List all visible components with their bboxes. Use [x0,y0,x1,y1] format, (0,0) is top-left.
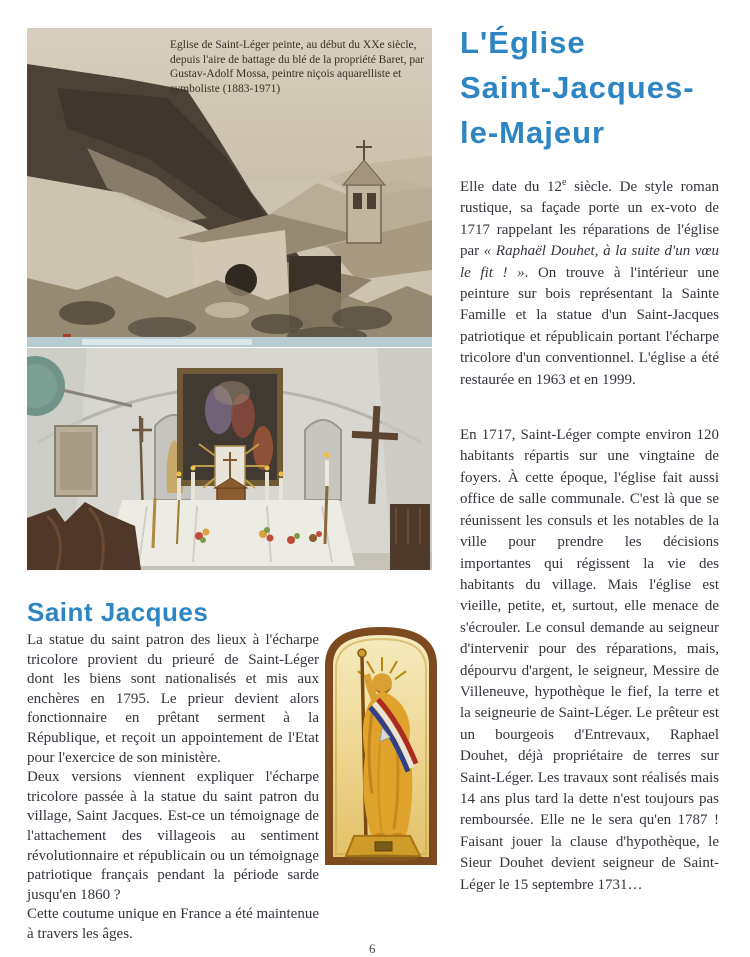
page-title [460,20,719,155]
right-column [460,20,719,896]
paragraph: Deux versions viennent expliquer l'écharpe tricolore passée à la statue du saint patron du village, Saint Jacques. Est-ce un témoignage de l'attachement des villageois au sentiment révolutionnaire et républicain ou un témoignage patriotique français pendant la période sarde jusqu'en 1860 ? [27,769,319,903]
paragraph: Elle date du 12e siècle. De style roman rustique, sa façade porte un ex-voto de 1717 rappelant les réparations de l'église par « Raphaël Douhet, à la suite d'un vœu le fit ! ». On trouve à l'intérieur une peinture sur bois représentant la Sainte Famille et la statue d'un Saint-Jacques patriotique et républicain portant l'écharpe tricolore d'un conventionnel. L'église a été restaurée en 1963 et en 1999. [460,177,720,388]
paragraph: Cette coutume unique en France a été maintenue à travers les âges. [27,906,319,942]
altar-photo-image [27,348,432,570]
title-line: Saint-Jacques- [460,70,695,105]
page-number: 6 [369,941,376,956]
paragraph: En 1717, Saint-Léger compte environ 120 habitants répartis sur une vingtaine de foyers. À cette époque, l'église fait aussi office de salle communale. C'est là que se réunissent les consuls et les notables de la ville pour prendre les décisions importantes qui régissent la vie des habitants du village. Mais l'église est vieille, petite, et, surtout, elle menace de s'écrouler. Le consul demande au seigneur d'intervenir pour des réparations, mais, dépourvu d'argent, le seigneur, Messire de Villeneuve, hypothèque le fief, la terre et la seigneurie de Saint-Léger. Le prêteur est un bourgeois d'Entrevaux, Raphael Douhet, déjà propriétaire de terres sur Saint-Léger. Les travaux sont réalisés mais 14 ans plus tard la dette n'est toujours pas remboursée. Elle ne le sera qu'en 1787 ! Faisant jouer la clause d'hypothèque, le Sieur Douhet devient seigneur de Saint-Léger le 15 septembre 1731… [460,427,719,893]
quote-italic: « Raphaël Douhet, à la suite d'un vœu le fit ! » [460,243,720,281]
statue-artwork [322,623,440,869]
title-line: le-Majeur [460,115,606,150]
superscript: e [562,177,567,188]
statue-image [322,623,440,869]
section-body [27,631,319,945]
painting-image [27,28,432,347]
painting-caption: Eglise de Saint-Léger peinte, au début du XXe siècle, depuis l'aire de battage du blé de la propriété Baret, par Gustav-Adolf Mossa, peintre niçois aquarelliste et symboliste (1883-1971) [170,39,425,95]
altar-photo [27,348,432,570]
title-line: L'Église [460,25,586,60]
section-heading: Saint Jacques [27,597,209,627]
paragraph: La statue du saint patron des lieux à l'écharpe tricolore provient du prieuré de Saint-Léger dont les biens sont nationalisés et mis aux enchères en 1795. Le prieur devient alors fonctionnaire en prêtant serment à la République, et reçoit un appointement de l'Etat pour l'exercice de son ministère. [27,632,319,766]
